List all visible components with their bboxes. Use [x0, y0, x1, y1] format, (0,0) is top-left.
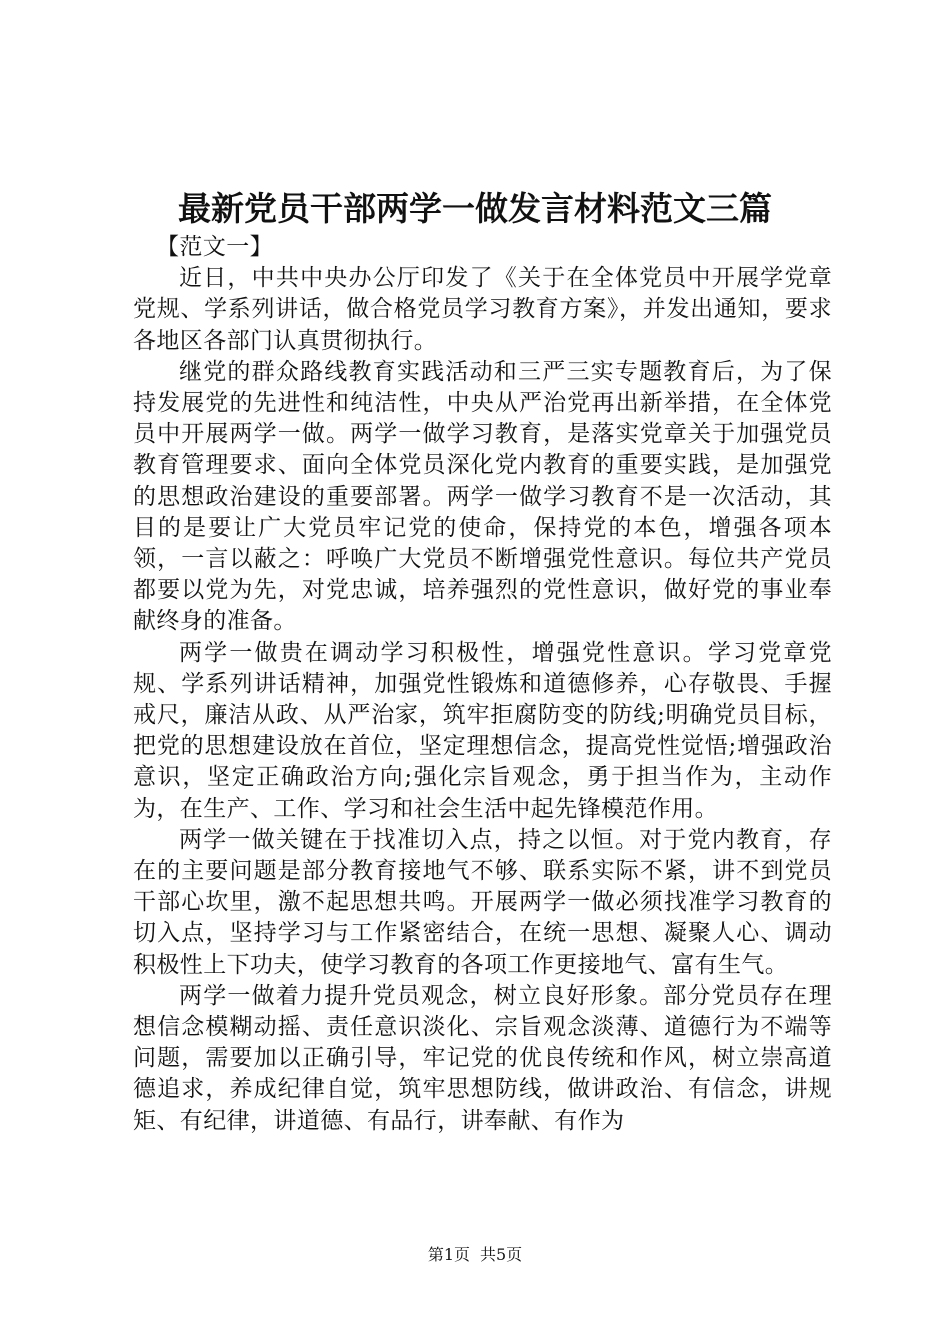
paragraph-3: 两学一做贵在调动学习积极性，增强党性意识。学习党章党规、学系列讲话精神，加强党性锻炼和道德修养，心存敬畏、手握戒尺，廉洁从政、从严治家，筑牢拒腐防变的防线;明确党员目标，把党的思想建设放在首位，坚定理想信念，提高党性觉悟;增强政治意识，坚定正确政治方向;强化宗旨观念，勇于担当作为，主动作为，在生产、工作、学习和社会生活中起先锋模范作用。	[133, 639, 832, 822]
page-number-total: 共5页	[480, 1245, 523, 1264]
document-title: 最新党员干部两学一做发言材料范文三篇	[178, 189, 772, 228]
paragraph-4: 两学一做关键在于找准切入点，持之以恒。对于党内教育，存在的主要问题是部分教育接地气不够、联系实际不紧，讲不到党员干部心坎里，激不起思想共鸣。开展两学一做必须找准学习教育的切入点，坚持学习与工作紧密结合，在统一思想、凝聚人心、调动积极性上下功夫，使学习教育的各项工作更接地气、富有生气。	[133, 826, 832, 978]
section-label: 【范文一】	[156, 234, 273, 260]
paragraph-1: 近日，中共中央办公厅印发了《关于在全体党员中开展学党章党规、学系列讲话，做合格党员学习教育方案》，并发出通知，要求各地区各部门认真贯彻执行。	[133, 265, 832, 354]
paragraph-5: 两学一做着力提升党员观念，树立良好形象。部分党员存在理想信念模糊动摇、责任意识淡化、宗旨观念淡薄、道德行为不端等问题，需要加以正确引导，牢记党的优良传统和作风，树立崇高道德追求，养成纪律自觉，筑牢思想防线，做讲政治、有信念，讲规矩、有纪律，讲道德、有品行，讲奉献、有作为	[133, 982, 832, 1134]
document-body	[133, 232, 832, 1137]
page-footer	[0, 1243, 950, 1267]
page-number-current: 第1页	[427, 1245, 470, 1264]
paragraph-2: 继党的群众路线教育实践活动和三严三实专题教育后，为了保持发展党的先进性和纯洁性，中央从严治党再出新举措，在全体党员中开展两学一做。两学一做学习教育，是落实党章关于加强党员教育管理要求、面向全体党员深化党内教育的重要实践，是加强党的思想政治建设的重要部署。两学一做学习教育不是一次活动，其目的是要让广大党员牢记党的使命，保持党的本色，增强各项本领，一言以蔽之：呼唤广大党员不断增强党性意识。每位共产党员都要以党为先，对党忠诚，培养强烈的党性意识，做好党的事业奉献终身的准备。	[133, 358, 832, 635]
